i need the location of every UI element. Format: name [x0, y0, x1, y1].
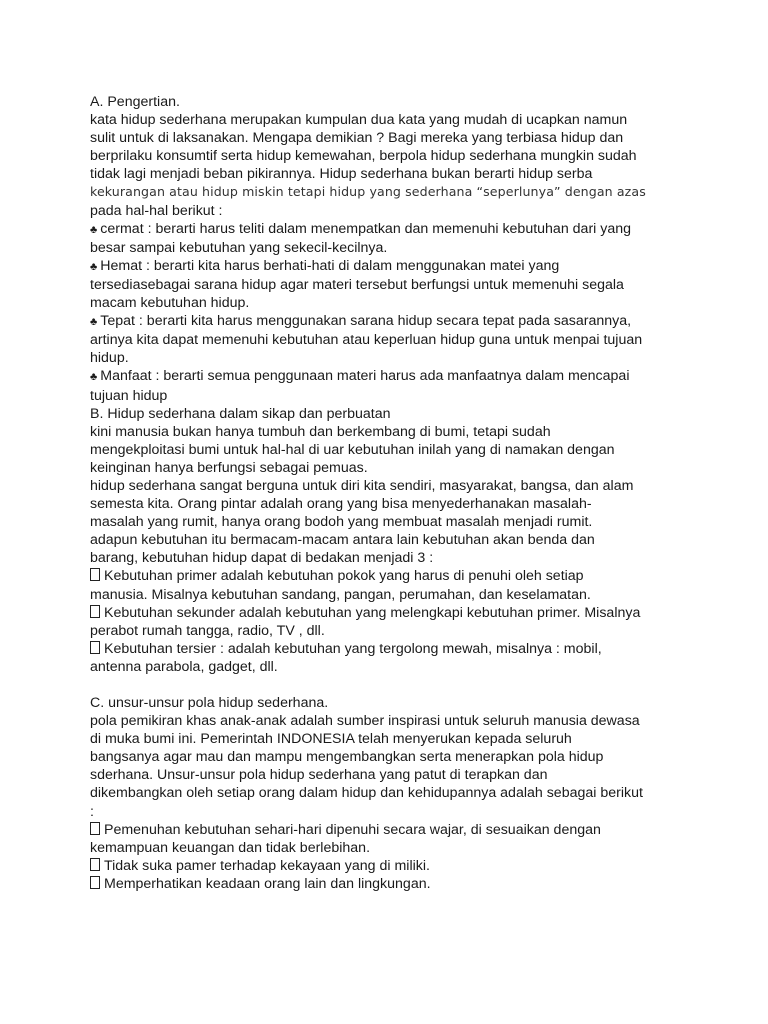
club-bullet-item: ♣ Hemat : berarti kita harus berhati-hati di dalam menggunakan matei yang — [90, 257, 690, 276]
paragraph-line: sderhana. Unsur-unsur pola hidup sederhana yang patut di terapkan dan — [90, 767, 548, 784]
paragraph-line: mengekploitasi bumi untuk hal-hal di uar kebutuhan inilah yang di namakan dengan — [90, 441, 615, 458]
paragraph-line: masalah yang rumit, hanya orang bodoh yang membuat masalah menjadi rumit. — [90, 514, 593, 531]
item-text: Kebutuhan primer adalah kebutuhan pokok yang harus di penuhi oleh setiap — [104, 568, 584, 585]
paragraph-line: kata hidup sederhana merupakan kumpulan dua kata yang mudah di ucapkan namun — [90, 112, 628, 129]
paragraph-line: kini manusia bukan hanya tumbuh dan berkembang di bumi, tetapi sudah — [90, 423, 551, 440]
item-text: Kebutuhan sekunder adalah kebutuhan yang melengkapi kebutuhan primer. Misalnya — [104, 604, 641, 621]
paragraph-line: hidup sederhana sangat berguna untuk diri kita sendiri, masyarakat, bangsa, dan alam — [90, 477, 634, 494]
club-bullet-item: ♣ cermat : berarti harus teliti dalam menempatkan dan memenuhi kebutuhan dari yang — [90, 220, 690, 239]
bullet-continuation: hidup. — [90, 350, 129, 367]
paragraph-line: sulit untuk di laksanakan. Mengapa demikian ? Bagi mereka yang terbiasa hidup dan — [90, 130, 624, 147]
item-continuation: manusia. Misalnya kebutuhan sandang, pangan, perumahan, dan keselamatan. — [90, 586, 591, 603]
paragraph-line: bangsanya agar mau dan mampu mengembangkan serta menerapkan pola hidup — [90, 749, 604, 766]
bullet-continuation: macam kebutuhan hidup. — [90, 295, 250, 312]
paragraph-line: semesta kita. Orang pintar adalah orang yang bisa menyederhanakan masalah- — [90, 496, 592, 513]
club-bullet-item: ♣ Tepat : berarti kita harus menggunakan sarana hidup secara tepat pada sasarannya, — [90, 312, 690, 331]
section-spacer — [90, 676, 690, 694]
box-bullet-item — [90, 857, 690, 875]
bullet-continuation: besar sampai kebutuhan yang sekecil-kecilnya. — [90, 239, 388, 256]
section-c-heading: C. unsur-unsur pola hidup sederhana. — [90, 695, 329, 711]
box-bullet-item — [90, 567, 690, 585]
box-bullet-item — [90, 640, 690, 658]
section-b-heading: B. Hidup sederhana dalam sikap dan perbuatan — [90, 405, 391, 422]
paragraph-line-alt-font: kekurangan atau hidup miskin tetapi hidup yang sederhana “seperlunya” dengan azas — [90, 184, 646, 200]
item-continuation: kemampuan keuangan dan tidak berlebihan. — [90, 839, 371, 856]
box-bullet-item — [90, 821, 690, 839]
paragraph-line: barang, kebutuhan hidup dapat di bedakan menjadi 3 : — [90, 550, 434, 567]
paragraph-line: : — [90, 803, 94, 820]
paragraph-line: pada hal-hal berikut : — [90, 202, 223, 219]
box-bullet-item — [90, 604, 690, 622]
paragraph-line: dikembangkan oleh setiap orang dalam hidup dan kehidupannya adalah sebagai berikut — [90, 785, 643, 802]
bullet-continuation: artinya kita dapat memenuhi kebutuhan atau keperluan hidup guna untuk menpai tujuan — [90, 332, 643, 349]
missing-glyph-box-icon — [90, 822, 100, 835]
item-text: Pemenuhan kebutuhan sehari-hari dipenuhi secara wajar, di sesuaikan dengan — [104, 821, 601, 838]
bullet-continuation: tujuan hidup — [90, 387, 168, 404]
missing-glyph-box-icon — [90, 568, 100, 581]
item-continuation: perabot rumah tangga, radio, TV , dll. — [90, 622, 325, 639]
box-bullet-item — [90, 875, 690, 893]
missing-glyph-box-icon — [90, 858, 100, 871]
paragraph-line: tidak lagi menjadi beban pikirannya. Hidup sederhana bukan berarti hidup serba — [90, 166, 593, 183]
bullet-continuation: tersediasebagai sarana hidup agar materi tersebut berfungsi untuk memenuhi segala — [90, 276, 624, 293]
paragraph-line: keinginan hanya berfungsi sebagai pemuas. — [90, 459, 368, 476]
missing-glyph-box-icon — [90, 876, 100, 889]
item-text: Tidak suka pamer terhadap kekayaan yang di miliki. — [104, 857, 430, 874]
paragraph-line: di muka bumi ini. Pemerintah INDONESIA telah menyerukan kepada seluruh — [90, 731, 572, 748]
item-text: Memperhatikan keadaan orang lain dan lingkungan. — [104, 875, 431, 892]
club-bullet-item: ♣ Manfaat : berarti semua penggunaan materi harus ada manfaatnya dalam mencapai — [90, 367, 690, 386]
item-text: Kebutuhan tersier : adalah kebutuhan yang tergolong mewah, misalnya : mobil, — [104, 640, 602, 657]
paragraph-line: berprilaku konsumtif serta hidup kemewahan, berpola hidup sederhana mungkin sudah — [90, 148, 637, 165]
paragraph-line: adapun kebutuhan itu bermacam-macam antara lain kebutuhan akan benda dan — [90, 532, 595, 549]
item-continuation: antenna parabola, gadget, dll. — [90, 658, 278, 675]
missing-glyph-box-icon — [90, 641, 100, 654]
document-body — [90, 93, 690, 893]
paragraph-line: pola pemikiran khas anak-anak adalah sumber inspirasi untuk seluruh manusia dewasa — [90, 713, 640, 730]
section-a-heading: A. Pengertian. — [90, 94, 180, 110]
missing-glyph-box-icon — [90, 605, 100, 618]
